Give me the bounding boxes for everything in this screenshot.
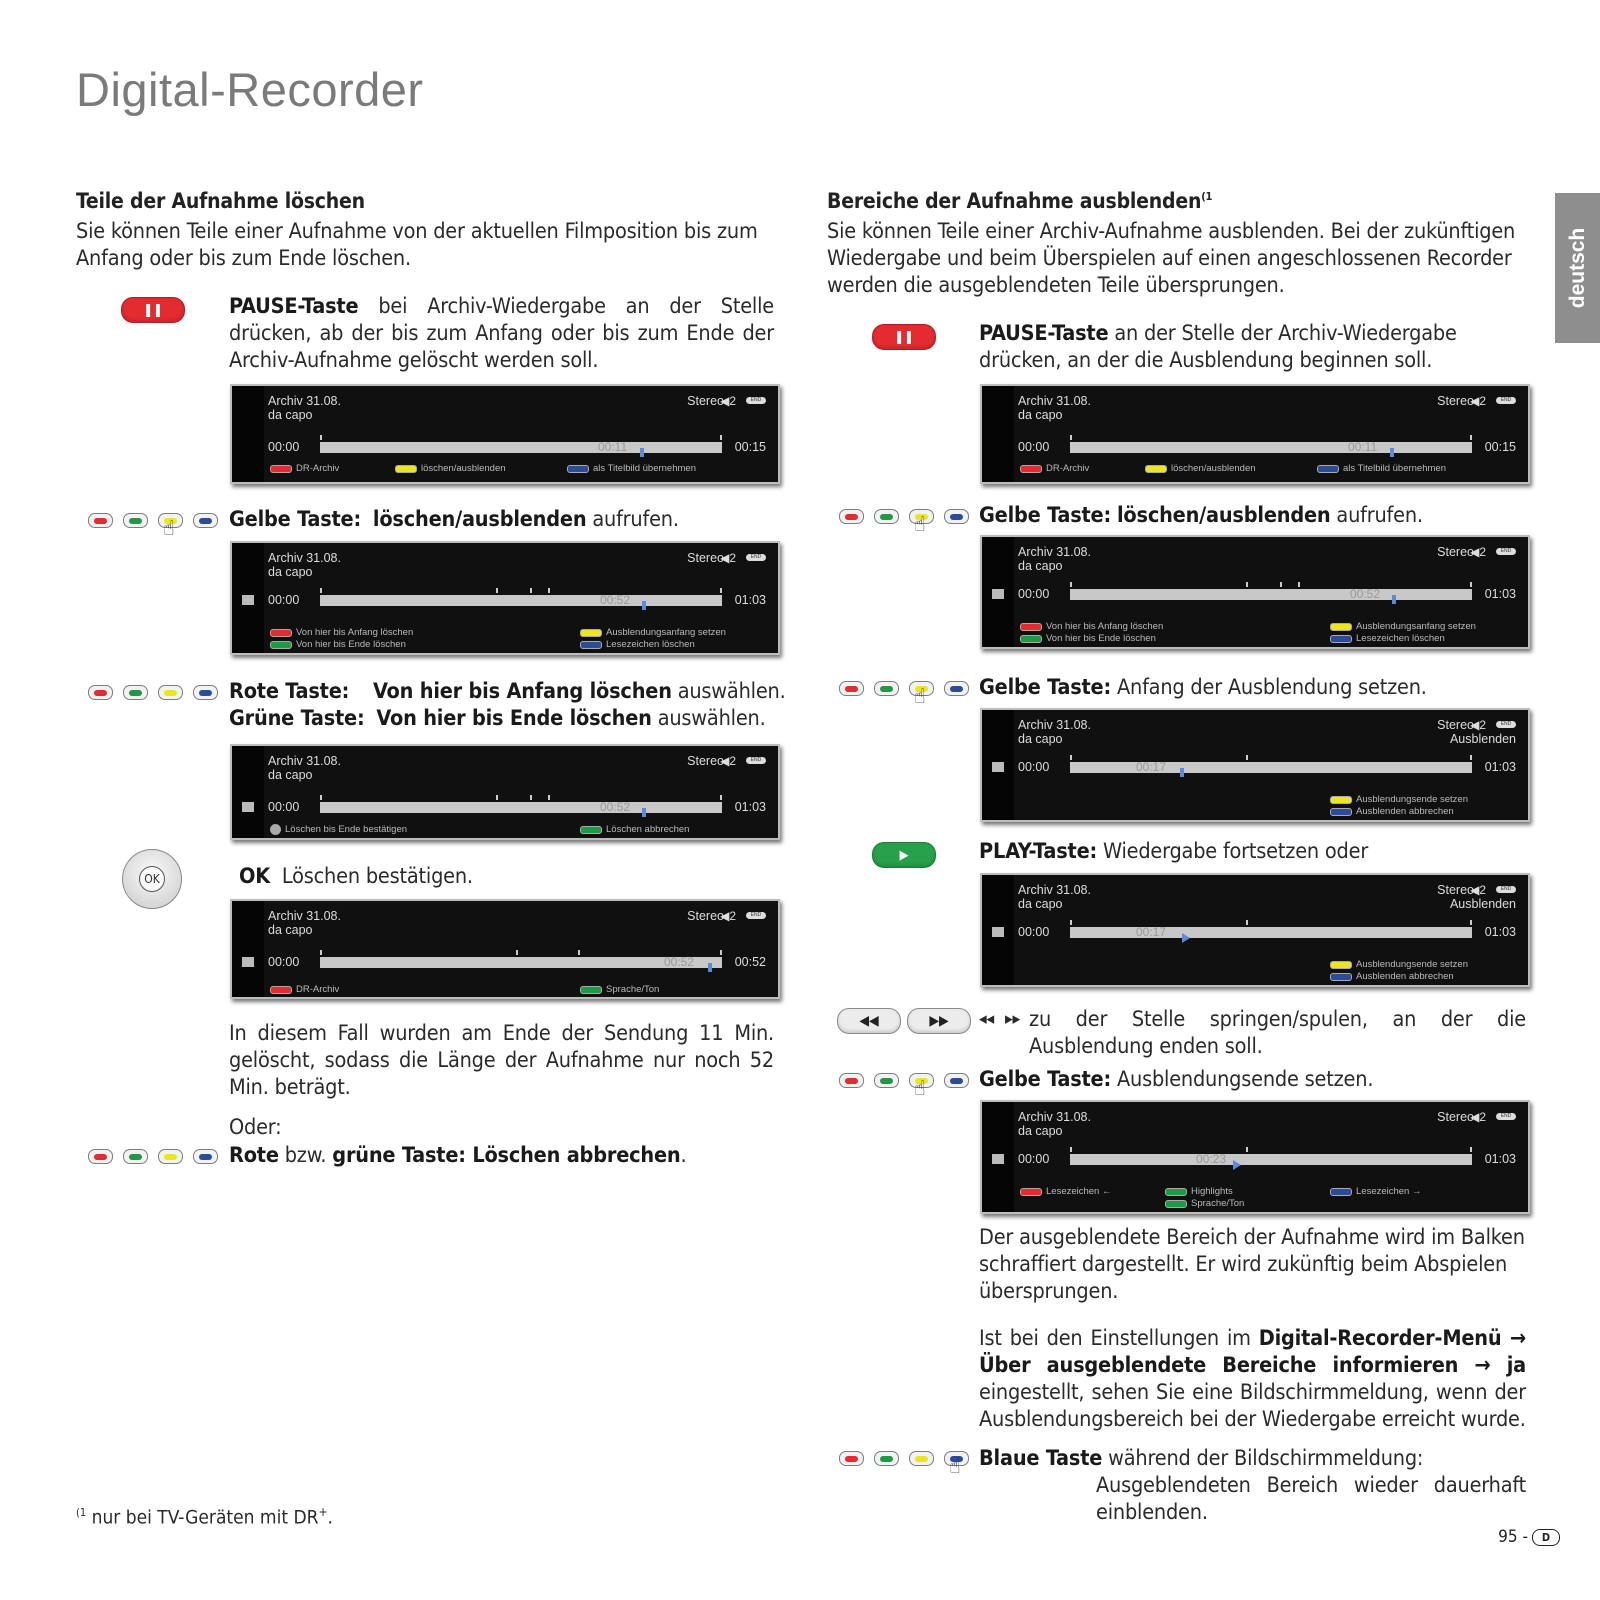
rewind-button: ◀◀ (837, 1008, 901, 1034)
left-heading: Teile der Aufnahme löschen (76, 189, 365, 213)
osd-screen-l3: Archiv 31.08. da capo Stereo ◀2 END 00:00 01:03 00:52 Löschen bis Ende bestätigen Löschen abbrechen (230, 744, 780, 840)
left-result-text: In diesem Fall wurden am Ende der Sendung 11 Min. gelöscht, sodass die Länge der Aufnahme nur noch 52 Min. beträgt. (229, 1021, 774, 1100)
right-intro: Sie können Teile einer Archiv-Aufnahme ausblenden. Bei der zukünftigen Wiedergabe und beim Überspielen auf einen angeschlossenen Recorder werden die ausgeblendeten Teile übersprungen. (827, 219, 1516, 298)
language-tab: deutsch (1555, 193, 1600, 343)
pause-button: ❚❚ (121, 297, 185, 323)
osd-screen-r5: Archiv 31.08. da capo Stereo ◀2 END 00:00 01:03 00:23 Lesezeichen ← Highlights Sprache/Ton Lesezeichen → (980, 1100, 1530, 1214)
page-number: 95 - D (1498, 1527, 1560, 1547)
rewind-forward-icons: ◂◂ (979, 1009, 994, 1029)
right-step2: Gelbe Taste: löschen/ausblenden aufrufen. (979, 503, 1423, 528)
right-info1: Der ausgeblendete Bereich der Aufnahme wird im Balken schraffiert dargestellt. Er wird zukünftig beim Abspielen übersprungen. (979, 1225, 1525, 1304)
right-step4: PLAY-Taste: Wiedergabe fortsetzen oder (979, 839, 1369, 864)
color-keys-yellow-pressed-r2: ☝ (839, 681, 969, 699)
right-step6: Gelbe Taste: Ausblendungsende setzen. (979, 1067, 1374, 1092)
right-heading: Bereiche der Aufnahme ausblenden$^{(1}$ (827, 189, 1213, 213)
osd-screen-l4: Archiv 31.08. da capo Stereo ◀2 END 00:00 00:52 00:52 DR-Archiv Sprache/Ton (230, 899, 780, 999)
right-step5: zu der Stelle springen/spulen, an der die Ausblendung enden soll. (1029, 1007, 1526, 1059)
forward-icon: ▸▸ (1005, 1009, 1020, 1029)
page-title: Digital-Recorder (76, 63, 424, 116)
play-button: ▶ (872, 842, 936, 868)
color-keys-yellow-pressed-r3: ☝ (839, 1073, 969, 1091)
osd-screen-r4: Archiv 31.08. da capo Stereo ◀2 END Ausblenden 00:00 01:03 00:17 Ausblendungsende setzen Ausblenden abbrechen (980, 873, 1530, 987)
right-info2: Ist bei den Einstellungen im Digital-Recorder-Menü → Über ausgeblendete Bereiche informieren → ja eingestellt, sehen Sie eine Bildschirmmeldung, wenn der Ausblendungsbereich bei der Wiedergabe erreicht wurde. (979, 1326, 1526, 1432)
left-cancel-step: Rote bzw. grüne Taste: Löschen abbrechen. (229, 1143, 687, 1168)
color-keys-yellow-pressed: ☝ (88, 513, 218, 531)
left-step3: Rote Taste: Von hier bis Anfang löschen auswählen. (229, 679, 786, 704)
left-or-label: Oder: (229, 1115, 282, 1140)
left-step2: Gelbe Taste: löschen/ausblenden aufrufen. (229, 507, 679, 532)
left-step1: PAUSE-Taste bei Archiv-Wiedergabe an der Stelle drücken, ab der bis zum Anfang oder bis zum Ende der Archiv-Aufnahme gelöscht werden soll. (229, 294, 774, 373)
osd-screen-r3: Archiv 31.08. da capo Stereo ◀2 END Ausblenden 00:00 01:03 00:17 Ausblendungsende setzen Ausblenden abbrechen (980, 708, 1530, 822)
left-step4: OK Löschen bestätigen. (239, 864, 473, 889)
osd-screen-r1: Archiv 31.08. da capo Stereo ◀2 END 00:00 00:15 00:11 DR-Archiv löschen/ausblenden als Titelbild übernehmen (980, 384, 1530, 484)
osd-screen-l2: Archiv 31.08. da capo Stereo ◀2 END 00:00 01:03 00:52 Von hier bis Anfang löschen Von hier bis Ende löschen Ausblendungsanfang setzen Lesezeichen löschen (230, 541, 780, 655)
left-step3b: Grüne Taste: Von hier bis Ende löschen auswählen. (229, 706, 766, 731)
osd-screen-l1: Archiv 31.08. da capo Stereo ◀2 END 00:00 00:15 00:11 DR-Archiv löschen/ausblenden als Titelbild übernehmen (230, 384, 780, 484)
forward-button: ▶▶ (907, 1008, 971, 1034)
osd-screen-r2: Archiv 31.08. da capo Stereo ◀2 END 00:00 01:03 00:52 Von hier bis Anfang löschen Von hier bis Ende löschen Ausblendungsanfang setzen Lesezeichen löschen (980, 535, 1530, 649)
color-keys-cancel (88, 1149, 218, 1167)
color-keys-blue-pressed: ☝ (839, 1451, 969, 1469)
ok-button-icon: OK (122, 849, 182, 909)
color-keys (88, 685, 218, 703)
right-step7: Blaue Taste während der Bildschirmmeldung: (979, 1446, 1424, 1471)
pause-button-right: ❚❚ (872, 324, 936, 350)
right-step3: Gelbe Taste: Anfang der Ausblendung setzen. (979, 675, 1427, 700)
right-step1: PAUSE-Taste an der Stelle der Archiv-Wiedergabe drücken, an der die Ausblendung beginnen soll. (979, 321, 1457, 373)
right-step7-detail: Ausgeblendeten Bereich wieder dauerhaft einblenden. (1096, 1473, 1526, 1525)
footnote: $^{(1}$ nur bei TV-Geräten mit DR+. (76, 1505, 333, 1529)
color-keys-yellow-pressed-r1: ☝ (839, 509, 969, 527)
left-intro: Sie können Teile einer Aufnahme von der aktuellen Filmposition bis zum Anfang oder bis zum Ende löschen. (76, 219, 758, 271)
